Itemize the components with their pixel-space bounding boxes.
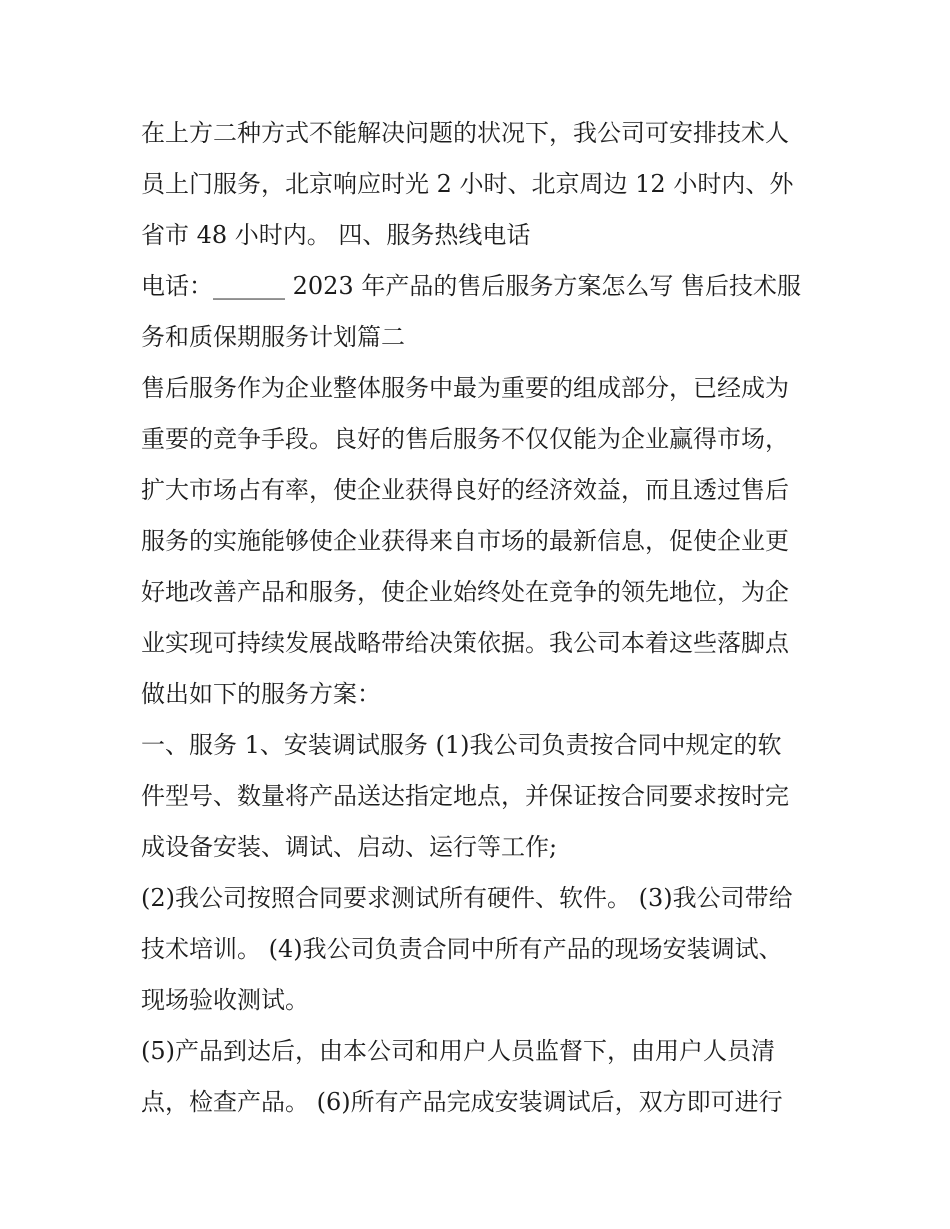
text-line: 务和质保期服务计划篇二 xyxy=(141,323,405,351)
text-line: 业实现可持续发展战略带给决策依据。我公司本着这些落脚点 xyxy=(141,629,789,657)
text-line: 省市 48 小时内。 四、服务热线电话 xyxy=(141,221,531,249)
text-line: 好地改善产品和服务，使企业始终处在竞争的领先地位，为企 xyxy=(141,578,789,606)
text-line: 售后服务作为企业整体服务中最为重要的组成部分，已经成为 xyxy=(141,374,789,402)
text-line: 成设备安装、调试、启动、运行等工作; xyxy=(141,833,558,861)
text-line: 现场验收测试。 xyxy=(141,986,309,1014)
text-line: 扩大市场占有率，使企业获得良好的经济效益，而且透过售后 xyxy=(141,476,789,504)
text-line: 电话：______ 2023 年产品的售后服务方案怎么写 售后技术服 xyxy=(141,272,801,300)
text-line: 员上门服务，北京响应时光 2 小时、北京周边 12 小时内、外 xyxy=(141,170,794,198)
document-body xyxy=(141,108,816,1128)
text-line: 在上方二种方式不能解决问题的状况下，我公司可安排技术人 xyxy=(141,119,789,147)
text-line: (2)我公司按照合同要求测试所有硬件、软件。 (3)我公司带给 xyxy=(141,884,793,912)
text-line: 重要的竞争手段。良好的售后服务不仅仅能为企业赢得市场， xyxy=(141,425,789,453)
text-line: 点，检查产品。 (6)所有产品完成安装调试后，双方即可进行 xyxy=(141,1088,783,1116)
text-line: (5)产品到达后，由本公司和用户人员监督下，由用户人员清 xyxy=(141,1037,775,1065)
text-line: 一、服务 1、安装调试服务 (1)我公司负责按合同中规定的软 xyxy=(141,731,782,759)
text-line: 服务的实施能够使企业获得来自市场的最新信息，促使企业更 xyxy=(141,527,789,555)
text-line: 做出如下的服务方案： xyxy=(141,680,381,708)
text-line: 技术培训。 (4)我公司负责合同中所有产品的现场安装调试、 xyxy=(141,935,783,963)
text-line: 件型号、数量将产品送达指定地点，并保证按合同要求按时完 xyxy=(141,782,789,810)
